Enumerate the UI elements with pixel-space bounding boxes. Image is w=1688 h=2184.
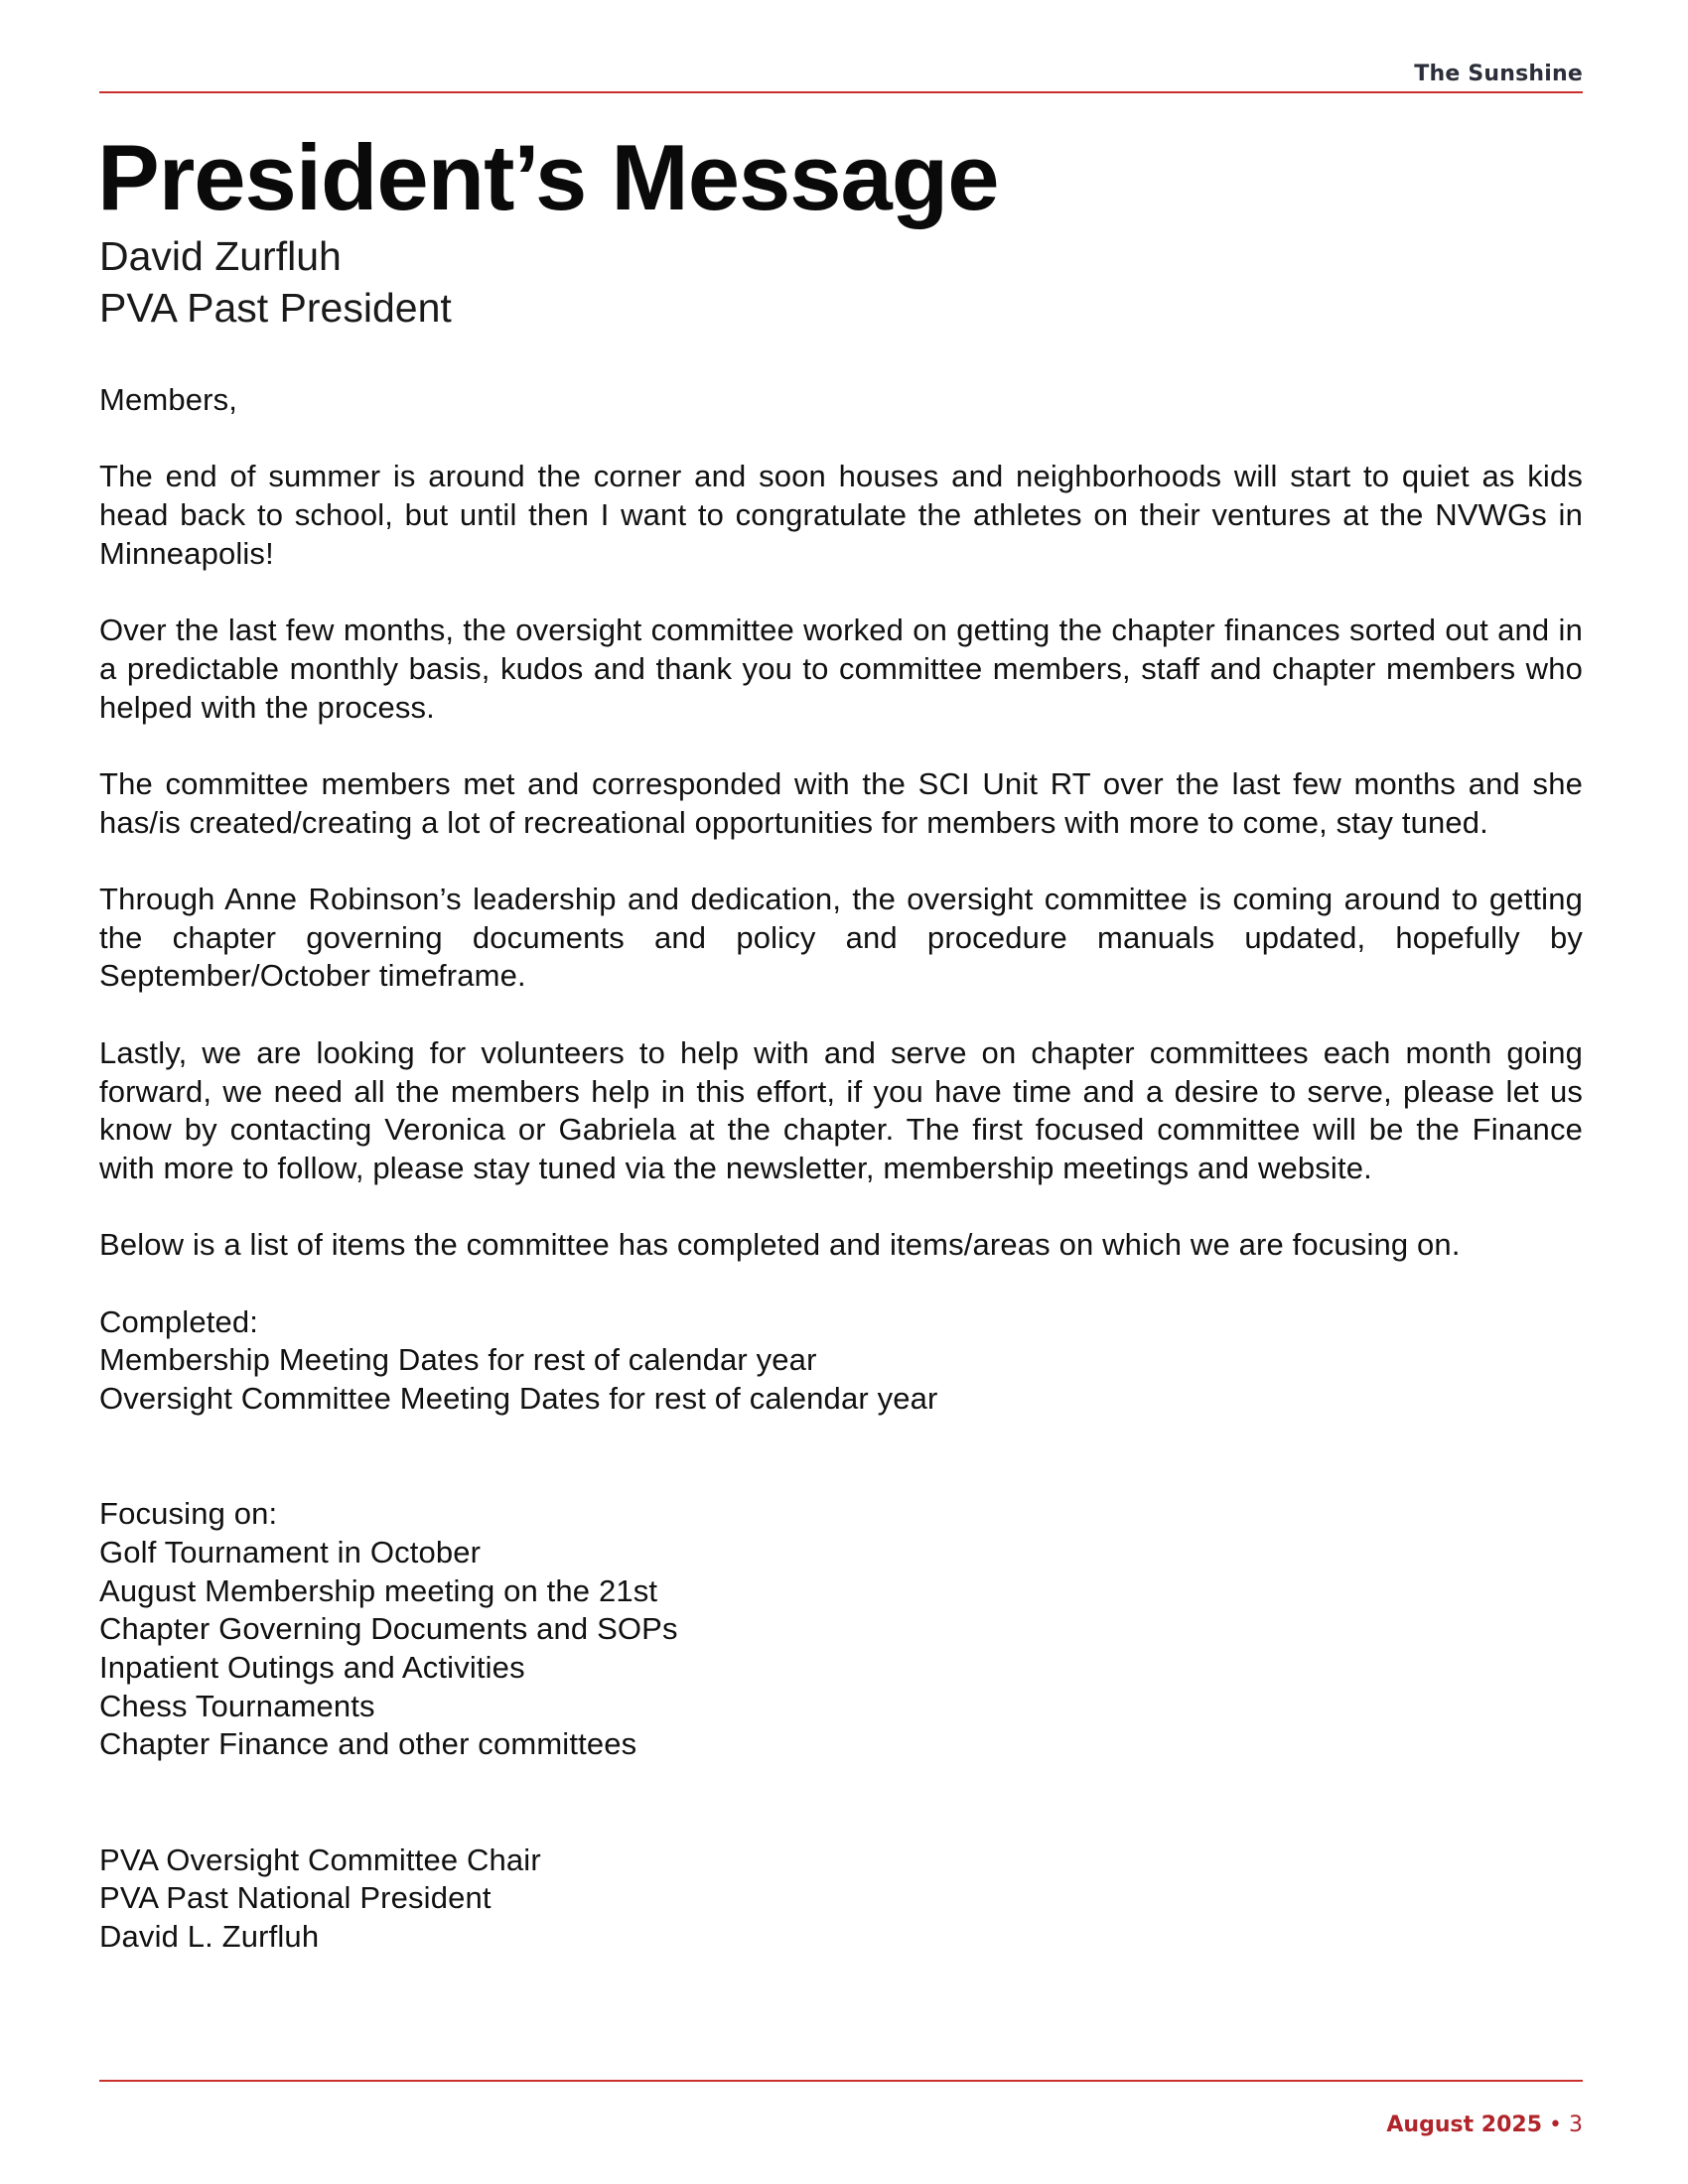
- list-item: Oversight Committee Meeting Dates for rest of calendar year: [99, 1381, 938, 1417]
- issue-date: August 2025: [1386, 2113, 1543, 2137]
- signature-name: David L. Zurfluh: [99, 1918, 320, 1954]
- list-item: August Membership meeting on the 21st: [99, 1572, 658, 1608]
- page-footer: [1386, 2113, 1583, 2137]
- paragraph: Through Anne Robinson’s leadership and dedication, the oversight committee is coming around to getting the chapter governing documents and policy and procedure manuals updated, hopefully by September/October timeframe.: [99, 882, 1583, 994]
- focusing-list: [99, 1495, 1583, 1764]
- list-item: Chess Tournaments: [99, 1688, 375, 1723]
- completed-list: [99, 1303, 1583, 1419]
- list-item: Chapter Governing Documents and SOPs: [99, 1611, 678, 1647]
- paragraph: The end of summer is around the corner and soon houses and neighborhoods will start to quiet as kids head back to school, but until then I want to congratulate the athletes on their ventures at the NVWGs in Minneapolis!: [99, 459, 1583, 571]
- header-divider: [99, 91, 1583, 93]
- page-title: President’s Message: [97, 125, 999, 229]
- paragraph: The committee members met and corresponded with the SCI Unit RT over the last few months and she has/is created/creating a lot of recreational opportunities for members with more to come, stay tuned.: [99, 765, 1583, 840]
- spacer: [99, 1764, 1583, 1841]
- author-name: David Zurfluh: [99, 233, 342, 279]
- spacer: [99, 1419, 1583, 1495]
- paragraph: Below is a list of items the committee has completed and items/areas on which we are focusing on.: [99, 1227, 1461, 1263]
- completed-label: Completed:: [99, 1303, 259, 1339]
- list-item: Golf Tournament in October: [99, 1534, 482, 1570]
- footer-divider: [99, 2080, 1583, 2082]
- list-item: Membership Meeting Dates for rest of calendar year: [99, 1342, 817, 1378]
- list-item: Inpatient Outings and Activities: [99, 1650, 525, 1686]
- article-body: [99, 381, 1583, 1957]
- list-item: Chapter Finance and other committees: [99, 1726, 637, 1762]
- signature-block: [99, 1842, 1583, 1957]
- bullet-separator: •: [1549, 2113, 1562, 2137]
- paragraph: Over the last few months, the oversight committee worked on getting the chapter finances sorted out and in a predictable monthly basis, kudos and thank you to committee members, staff and chapter members who helped with the process.: [99, 613, 1583, 725]
- salutation: Members,: [99, 382, 238, 417]
- signature-line: PVA Oversight Committee Chair: [99, 1842, 541, 1877]
- author-title: PVA Past President: [99, 285, 452, 331]
- focusing-label: Focusing on:: [99, 1496, 278, 1532]
- page-number: 3: [1569, 2113, 1583, 2137]
- paragraph: Lastly, we are looking for volunteers to help with and serve on chapter committees each month going forward, we need all the members help in this effort, if you have time and a desire to serve, please let us know by contacting Veronica or Gabriela at the chapter. The first focused committee will be the Finance with more to follow, please stay tuned via the newsletter, membership meetings and website.: [99, 1034, 1583, 1185]
- publication-name: The Sunshine: [1414, 62, 1583, 86]
- signature-line: PVA Past National President: [99, 1880, 492, 1916]
